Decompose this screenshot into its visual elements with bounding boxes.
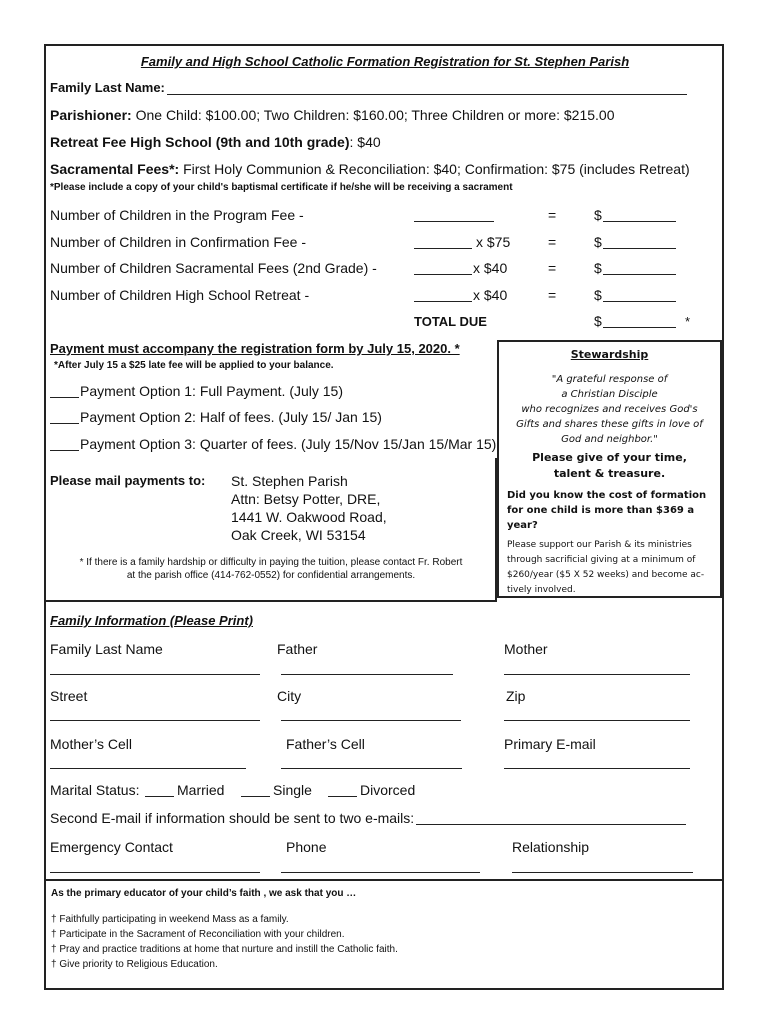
count-field[interactable] bbox=[414, 274, 472, 275]
primary-email-input[interactable] bbox=[504, 768, 690, 769]
address-line: 1441 W. Oakwood Road, bbox=[231, 509, 387, 525]
list-item: † Participate in the Sacrament of Reconciliation with your children. bbox=[51, 929, 345, 940]
parishioner-fee: Parishioner: One Child: $100.00; Two Children: $160.00; Three Children or more: $215.00 bbox=[50, 107, 615, 123]
support-line: through sacrificial giving at a minimum of bbox=[507, 555, 696, 565]
second-email-label: Second E-mail if information should be sent to two e-mails: bbox=[50, 810, 415, 826]
family-last-name-line[interactable] bbox=[167, 94, 687, 95]
dollar-sign: $ bbox=[594, 207, 602, 223]
option3-checkline[interactable] bbox=[50, 450, 79, 451]
family-info-heading: Family Information (Please Print) bbox=[50, 613, 253, 628]
quote-line: Gifts and shares these gifts in love of bbox=[516, 419, 703, 430]
phone-input[interactable] bbox=[281, 872, 480, 873]
support-line: $260/year ($5 X 52 weeks) and become ac- bbox=[507, 570, 705, 580]
quote-line: "A grateful response of bbox=[551, 374, 668, 385]
dollar-sign: $ bbox=[594, 234, 602, 250]
fathers-cell-input[interactable] bbox=[281, 768, 462, 769]
cost-line: Did you know the cost of formation bbox=[507, 490, 707, 501]
sacramental-fee: Sacramental Fees*: First Holy Communion & Reconciliation: $40; Confirmation: $75 (includes Retreat) bbox=[50, 161, 690, 177]
divorced-checkline[interactable] bbox=[328, 796, 357, 797]
amount-field[interactable] bbox=[603, 274, 676, 275]
section-divider-vertical bbox=[495, 458, 497, 601]
zip-label: Zip bbox=[506, 688, 526, 704]
amount-field[interactable] bbox=[603, 301, 676, 302]
family-last-name-field-label: Family Last Name bbox=[50, 641, 163, 657]
address-line: Attn: Betsy Potter, DRE, bbox=[231, 491, 381, 507]
second-email-input[interactable] bbox=[416, 824, 686, 825]
equals-sign: = bbox=[548, 260, 557, 276]
multiplier: x $40 bbox=[473, 287, 508, 303]
family-last-name-input[interactable] bbox=[50, 674, 260, 675]
fathers-cell-label: Father’s Cell bbox=[286, 736, 365, 752]
emergency-contact-label: Emergency Contact bbox=[50, 839, 173, 855]
give-line: talent & treasure. bbox=[553, 467, 666, 480]
support-line: tively involved. bbox=[507, 585, 576, 595]
form-title: Family and High School Catholic Formation Registration for St. Stephen Parish bbox=[140, 54, 630, 69]
single-option: Single bbox=[273, 782, 312, 798]
relationship-input[interactable] bbox=[512, 872, 693, 873]
married-option: Married bbox=[177, 782, 225, 798]
stewardship-support bbox=[507, 538, 704, 598]
zip-input[interactable] bbox=[504, 720, 690, 721]
quote-line: who recognizes and receives God's bbox=[521, 404, 698, 415]
calc-label: Number of Children Sacramental Fees (2nd Grade) - bbox=[50, 260, 377, 276]
list-item: † Give priority to Religious Education. bbox=[51, 959, 218, 970]
give-line: Please give of your time, bbox=[532, 451, 687, 464]
calc-label: Number of Children High School Retreat - bbox=[50, 287, 310, 303]
list-item: † Pray and practice traditions at home that nurture and instill the Catholic faith. bbox=[51, 944, 398, 955]
amount-field[interactable] bbox=[603, 221, 676, 222]
street-label: Street bbox=[50, 688, 88, 704]
relationship-label: Relationship bbox=[512, 839, 590, 855]
emergency-contact-input[interactable] bbox=[50, 872, 260, 873]
mothers-cell-label: Mother’s Cell bbox=[50, 736, 132, 752]
quote-line: God and neighbor." bbox=[561, 434, 658, 445]
stewardship-give bbox=[499, 450, 720, 482]
address-line: Oak Creek, WI 53154 bbox=[231, 527, 366, 543]
marital-status-label: Marital Status: bbox=[50, 782, 140, 798]
count-field[interactable] bbox=[414, 301, 472, 302]
section-divider bbox=[44, 600, 497, 602]
mother-label: Mother bbox=[504, 641, 548, 657]
equals-sign: = bbox=[548, 234, 557, 250]
equals-sign: = bbox=[548, 207, 557, 223]
multiplier: x $40 bbox=[473, 260, 508, 276]
married-checkline[interactable] bbox=[145, 796, 174, 797]
primary-email-label: Primary E-mail bbox=[504, 736, 596, 752]
retreat-fee: Retreat Fee High School (9th and 10th grade): $40 bbox=[50, 134, 381, 150]
mothers-cell-input[interactable] bbox=[50, 768, 246, 769]
father-label: Father bbox=[277, 641, 318, 657]
count-field[interactable] bbox=[414, 221, 494, 222]
educator-divider bbox=[44, 879, 724, 881]
option1-checkline[interactable] bbox=[50, 397, 79, 398]
baptismal-note: *Please include a copy of your child's baptismal certificate if he/she will be receiving a sacrament bbox=[50, 182, 513, 193]
hardship-line: * If there is a family hardship or difficulty in paying the tuition, please contact Fr. Robert bbox=[79, 557, 463, 568]
support-line: Please support our Parish & its ministries bbox=[507, 540, 692, 550]
equals-sign: = bbox=[548, 287, 557, 303]
quote-line: a Christian Disciple bbox=[561, 389, 658, 400]
city-input[interactable] bbox=[281, 720, 461, 721]
phone-label: Phone bbox=[286, 839, 327, 855]
educator-list bbox=[51, 912, 398, 972]
mailing-address bbox=[231, 472, 387, 544]
cost-line: year? bbox=[507, 520, 538, 531]
dollar-sign: $ bbox=[594, 287, 602, 303]
mail-label: Please mail payments to: bbox=[50, 473, 206, 488]
cost-line: for one child is more than $369 a bbox=[507, 505, 695, 516]
hardship-note bbox=[46, 556, 496, 582]
total-due-label: TOTAL DUE bbox=[414, 314, 487, 329]
option2-checkline[interactable] bbox=[50, 423, 79, 424]
payment-option-2: Payment Option 2: Half of fees. (July 15/ Jan 15) bbox=[80, 409, 382, 425]
calc-label: Number of Children in the Program Fee - bbox=[50, 207, 304, 223]
calc-label: Number of Children in Confirmation Fee - bbox=[50, 234, 306, 250]
amount-field[interactable] bbox=[603, 248, 676, 249]
dollar-sign: $ bbox=[594, 260, 602, 276]
payment-heading: Payment must accompany the registration form by July 15, 2020. * bbox=[50, 341, 460, 356]
late-fee-note: *After July 15 a $25 late fee will be applied to your balance. bbox=[54, 360, 334, 371]
payment-option-3: Payment Option 3: Quarter of fees. (July 15/Nov 15/Jan 15/Mar 15) bbox=[80, 436, 497, 452]
total-asterisk: * bbox=[685, 314, 691, 329]
divorced-option: Divorced bbox=[360, 782, 416, 798]
count-field[interactable] bbox=[414, 248, 472, 249]
list-item: † Faithfully participating in weekend Mass as a family. bbox=[51, 914, 289, 925]
hardship-line: at the parish office (414-762-0552) for confidential arrangements. bbox=[126, 570, 416, 581]
total-amount-field[interactable] bbox=[603, 327, 676, 328]
stewardship-cost bbox=[507, 488, 706, 533]
stewardship-quote bbox=[499, 372, 720, 447]
family-last-name-label: Family Last Name: bbox=[50, 80, 165, 95]
educator-heading: As the primary educator of your child’s faith , we ask that you … bbox=[51, 888, 357, 899]
city-label: City bbox=[277, 688, 302, 704]
street-input[interactable] bbox=[50, 720, 260, 721]
payment-option-1: Payment Option 1: Full Payment. (July 15) bbox=[80, 383, 343, 399]
father-input[interactable] bbox=[281, 674, 453, 675]
mother-input[interactable] bbox=[504, 674, 690, 675]
stewardship-title: Stewardship bbox=[570, 348, 649, 361]
address-line: St. Stephen Parish bbox=[231, 473, 348, 489]
multiplier: x $75 bbox=[476, 234, 511, 250]
single-checkline[interactable] bbox=[241, 796, 270, 797]
stewardship-box bbox=[497, 340, 722, 598]
total-dollar-sign: $ bbox=[594, 313, 602, 329]
